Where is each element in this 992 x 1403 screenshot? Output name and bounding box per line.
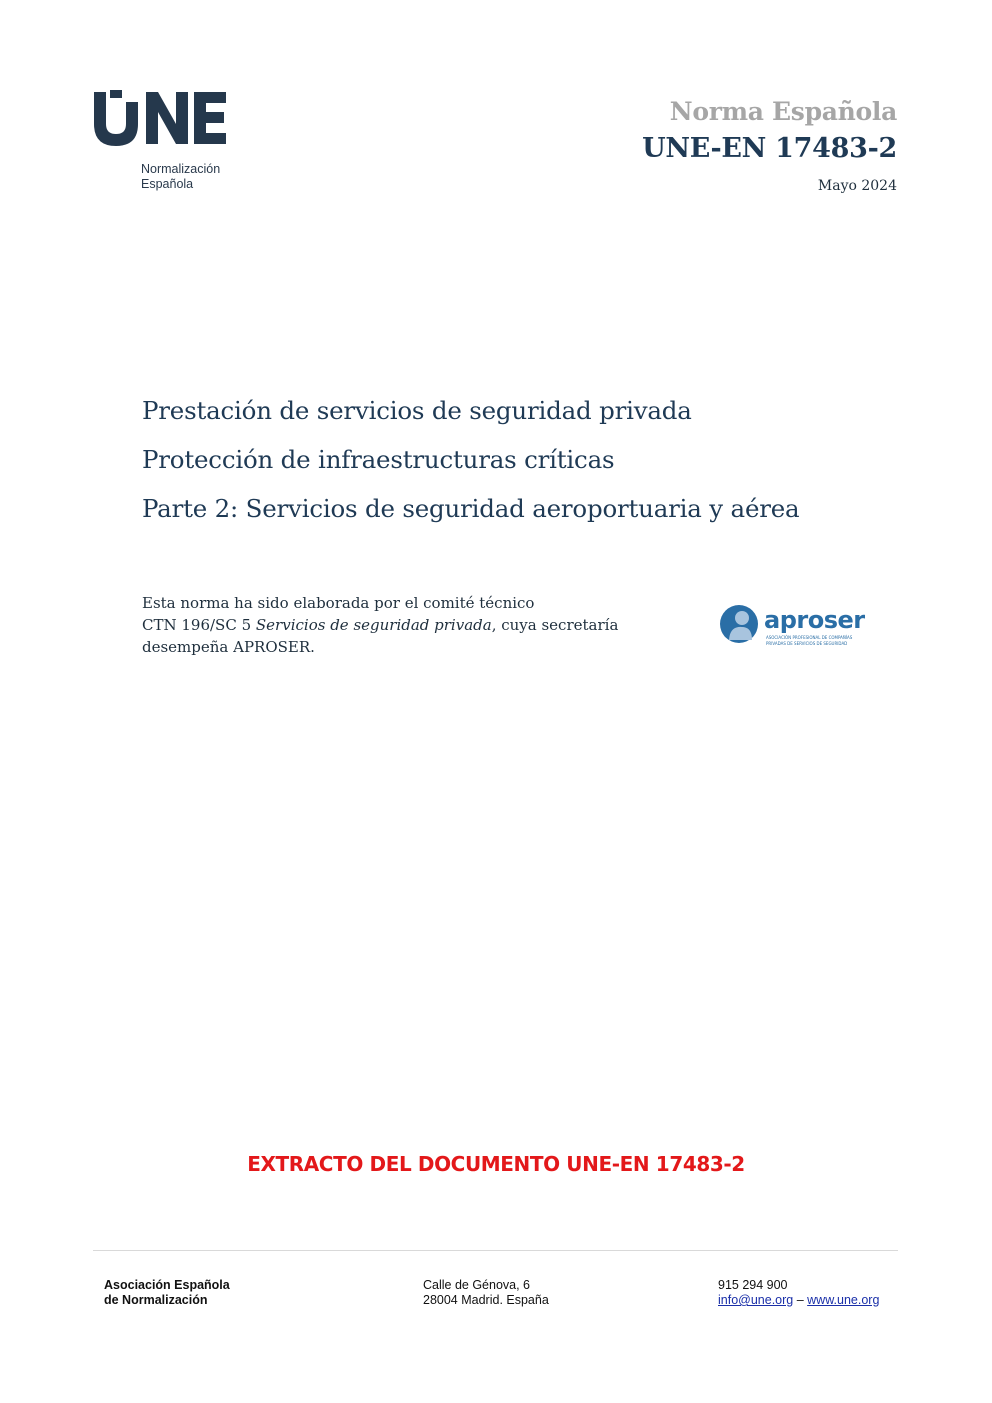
footer-organization xyxy=(104,1278,230,1308)
committee-name: Servicios de seguridad privada xyxy=(255,616,492,634)
title-line-3: Parte 2: Servicios de seguridad aeroportuaria y aérea xyxy=(142,494,800,523)
footer-address xyxy=(423,1278,549,1308)
footer-link-separator: – xyxy=(793,1293,808,1307)
footer-address-line1: Calle de Génova, 6 xyxy=(423,1278,531,1292)
une-logo-subtitle-line1: Normalización xyxy=(141,162,221,176)
footer-org-line1: Asociación Española xyxy=(104,1278,230,1292)
publication-date: Mayo 2024 xyxy=(817,178,897,194)
norma-label: Norma Española xyxy=(669,97,897,126)
une-logo-subtitle-line2: Española xyxy=(141,177,194,191)
norma-code: UNE-EN 17483-2 xyxy=(642,133,897,164)
aproser-logo-text: aproser xyxy=(764,606,865,634)
aproser-logo xyxy=(718,600,868,656)
footer-contact xyxy=(718,1278,879,1308)
committee-code: CTN 196/SC 5 xyxy=(142,616,256,634)
footer-website-link[interactable]: www.une.org xyxy=(807,1293,880,1307)
aproser-tagline-1: ASOCIACIÓN PROFESIONAL DE COMPAÑÍAS xyxy=(766,635,853,640)
title-line-1: Prestación de servicios de seguridad privada xyxy=(142,396,692,425)
footer-links xyxy=(718,1293,879,1308)
aproser-tagline-2: PRIVADAS DE SERVICIOS DE SEGURIDAD xyxy=(766,641,848,646)
footer-phone: 915 294 900 xyxy=(718,1278,788,1292)
footer-org-line2: de Normalización xyxy=(104,1293,208,1307)
footer-divider xyxy=(93,1250,898,1251)
extract-notice: EXTRACTO DEL DOCUMENTO UNE-EN 17483-2 xyxy=(247,1152,745,1176)
aproser-logo-mark xyxy=(718,600,868,656)
document-title xyxy=(142,386,799,533)
committee-line-3: desempeña APROSER. xyxy=(142,638,315,656)
committee-line-2 xyxy=(142,614,702,636)
footer-email-link[interactable]: info@une.org xyxy=(718,1293,794,1307)
committee-statement xyxy=(142,592,702,658)
une-logo-subtitle xyxy=(141,162,220,192)
committee-secretariat: , cuya secretaría xyxy=(491,616,619,634)
committee-line-1: Esta norma ha sido elaborada por el comité técnico xyxy=(142,594,535,612)
title-line-2: Protección de infraestructuras críticas xyxy=(142,445,615,474)
une-logo-mark xyxy=(92,88,232,150)
footer-address-line2: 28004 Madrid. España xyxy=(423,1293,549,1307)
